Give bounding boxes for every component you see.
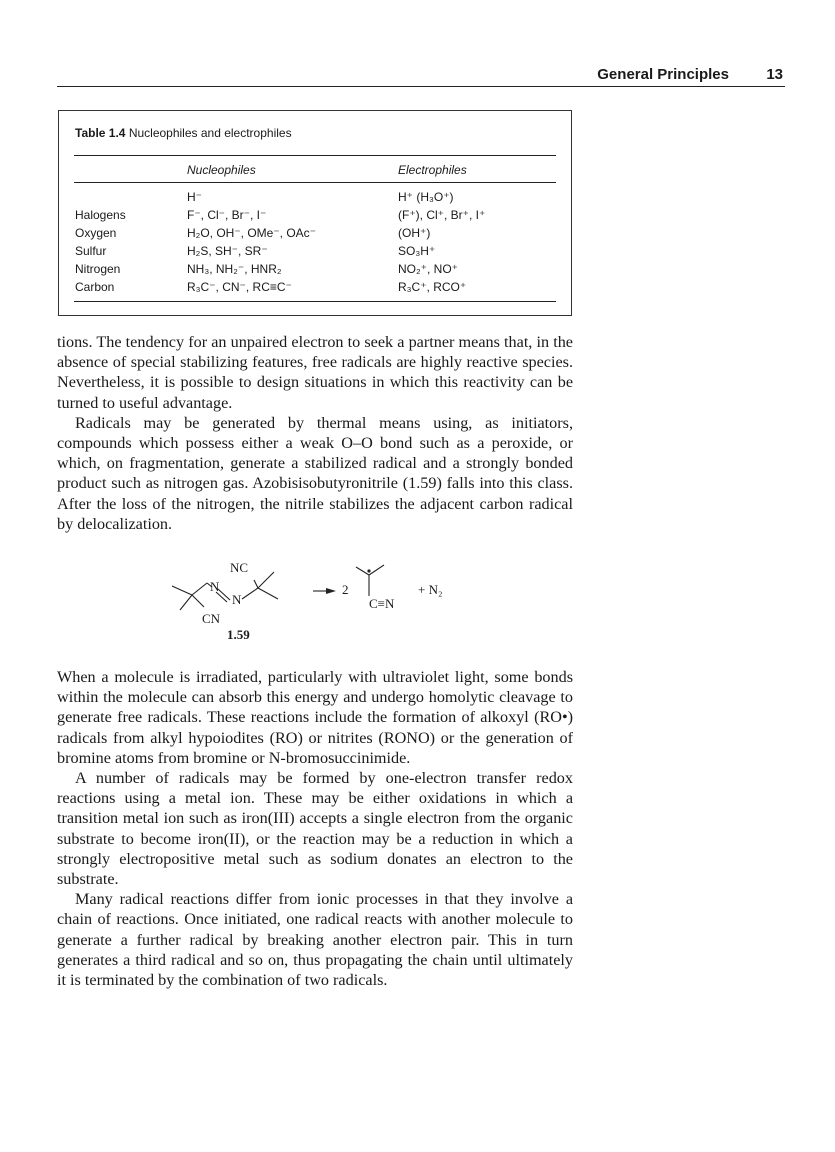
row-category: Oxygen bbox=[75, 226, 117, 240]
scheme-bonds bbox=[170, 560, 470, 645]
table-row bbox=[59, 226, 571, 244]
stoichiometric-coefficient: 2 bbox=[342, 582, 349, 597]
body-text-top bbox=[57, 332, 573, 534]
page-number: 13 bbox=[766, 66, 783, 83]
table-header-rule bbox=[74, 182, 556, 183]
column-header-nucleophiles: Nucleophiles bbox=[187, 163, 256, 177]
paragraph: A number of radicals may be formed by one-electron transfer redox reactions using a metal ion. These may be either oxidations in which a transition metal ion such as iron(III) accepts a single electron from the organic substrate to become iron(II), or the reaction may be a reduction in which a strongly electropositive metal such as sodium donates an electron to the substrate. bbox=[57, 769, 573, 889]
row-category: Carbon bbox=[75, 280, 115, 294]
row-category: Nitrogen bbox=[75, 262, 121, 276]
row-electrophiles: (F⁺), Cl⁺, Br⁺, I⁺ bbox=[398, 208, 486, 222]
table-top-rule bbox=[74, 155, 556, 156]
table-row bbox=[59, 280, 571, 298]
paragraph: When a molecule is irradiated, particularly with ultraviolet light, some bonds within the molecule can absorb this energy and undergo homolytic cleavage to generate free radicals. These reactions include the formation of alkoxyl (RO•) radicals from alkyl hypoiodites (RO) or nitrites (RONO) or the generation of bromine atoms from bromine or N-bromosuccinimide. bbox=[57, 668, 573, 767]
running-head bbox=[57, 64, 785, 87]
section-title: General Principles bbox=[597, 66, 729, 83]
table-1-4 bbox=[58, 110, 572, 316]
row-electrophiles: H⁺ (H₃O⁺) bbox=[398, 190, 454, 204]
label-plus-n2: + N₂ bbox=[418, 582, 443, 597]
table-caption bbox=[75, 126, 292, 140]
row-electrophiles: R₃C⁺, RCO⁺ bbox=[398, 280, 467, 294]
label-nc: NC bbox=[230, 560, 249, 575]
row-nucleophiles: H₂S, SH⁻, SR⁻ bbox=[187, 244, 268, 258]
table-row bbox=[59, 208, 571, 226]
table-caption-title: Nucleophiles and electrophiles bbox=[128, 126, 292, 140]
row-nucleophiles: H⁻ bbox=[187, 190, 202, 204]
table-caption-label: Table 1.4 bbox=[75, 126, 126, 140]
paragraph: tions. The tendency for an unpaired electron to seek a partner means that, in the absence of special stabilizing features, free radicals are highly reactive species. Nevertheless, it is possible to design situations in which this reactivity can be turned to useful advantage. bbox=[57, 333, 573, 412]
paragraph: Radicals may be generated by thermal means using, as initiators, compounds which possess either a weak O–O bond such as a peroxide, or which, on fragmentation, generate a stabilized radical and a strongly bonded product such as nitrogen gas. Azobisisobutyronitrile (1.59) falls into this class. After the loss of the nitrogen, the nitrile stabilizes the adjacent carbon radical by delocalization. bbox=[57, 413, 573, 533]
row-category: Halogens bbox=[75, 208, 126, 222]
table-row bbox=[59, 244, 571, 262]
label-n1: N bbox=[210, 579, 220, 594]
row-nucleophiles: H₂O, OH⁻, OMe⁻, OAc⁻ bbox=[187, 226, 317, 240]
table-bottom-rule bbox=[74, 301, 556, 302]
row-category: Sulfur bbox=[75, 244, 107, 258]
row-electrophiles: NO₂⁺, NO⁺ bbox=[398, 262, 458, 276]
paragraph: Many radical reactions differ from ionic processes in that they involve a chain of reactions. Once initiated, one radical reacts with another molecule to generate a further radical by breaking another electron pair. This in turn generates a third radical and so on, thus propagating the chain until ultimately it is terminated by the combination of two radicals. bbox=[57, 890, 573, 990]
row-electrophiles: (OH⁺) bbox=[398, 226, 431, 240]
label-nitrile: C≡N bbox=[369, 596, 395, 611]
table-row bbox=[59, 190, 571, 208]
row-nucleophiles: F⁻, Cl⁻, Br⁻, I⁻ bbox=[187, 208, 267, 222]
table-row bbox=[59, 262, 571, 280]
compound-number: 1.59 bbox=[227, 627, 250, 642]
reaction-scheme bbox=[170, 560, 470, 645]
row-electrophiles: SO₃H⁺ bbox=[398, 244, 436, 258]
body-text-bottom bbox=[57, 667, 573, 990]
column-header-electrophiles: Electrophiles bbox=[398, 163, 467, 177]
row-nucleophiles: R₃C⁻, CN⁻, RC≡C⁻ bbox=[187, 280, 292, 294]
row-nucleophiles: NH₃, NH₂⁻, HNR₂ bbox=[187, 262, 282, 276]
label-cn: CN bbox=[202, 611, 221, 626]
label-n2: N bbox=[232, 592, 242, 607]
